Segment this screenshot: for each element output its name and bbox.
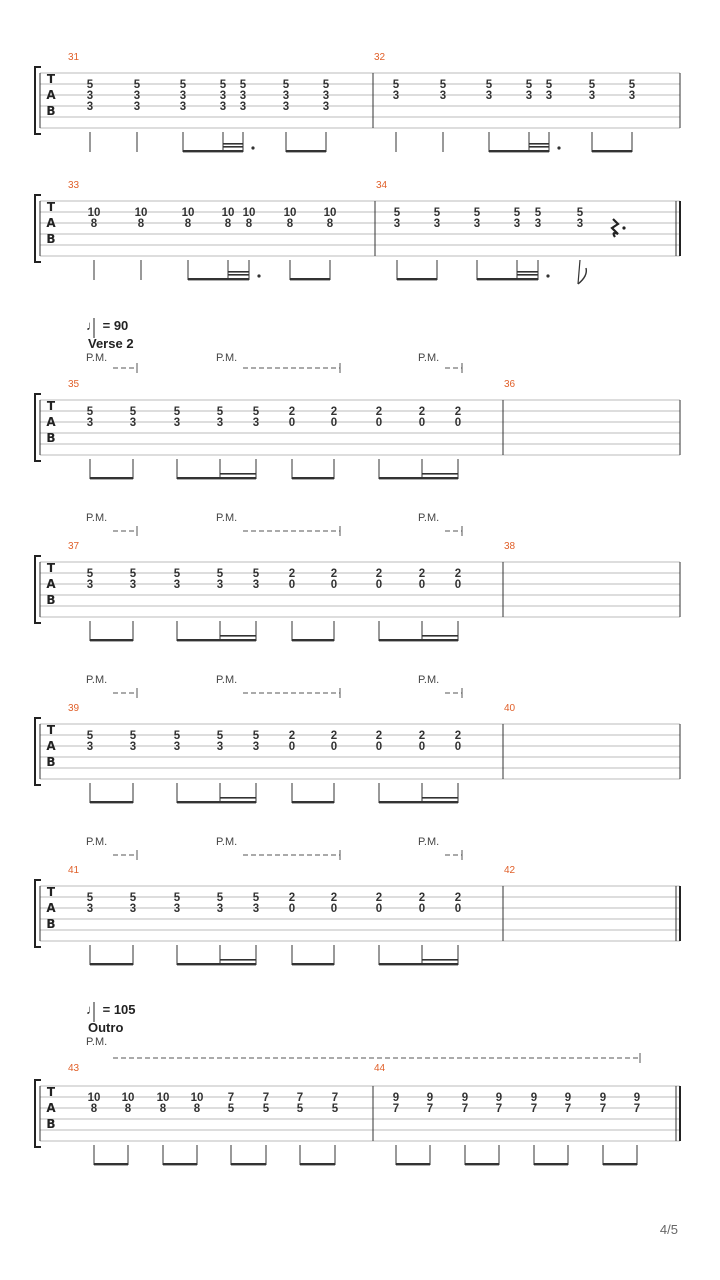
- fret-number: 3: [86, 579, 94, 591]
- tab-clef-letter: T: [46, 723, 56, 737]
- fret-number: 10: [87, 207, 101, 219]
- fret-number: 10: [156, 1092, 170, 1104]
- measure-number: 35: [68, 379, 80, 390]
- fret-number: 8: [193, 1103, 201, 1115]
- palm-mute-label: P.M.: [86, 836, 108, 848]
- palm-mute-label: P.M.: [418, 352, 440, 364]
- fret-number: 5: [216, 406, 224, 418]
- note-sub-beam: [517, 274, 538, 276]
- fret-number: 3: [133, 101, 141, 113]
- note-beam: [90, 639, 133, 641]
- tab-staff-1: [0, 40, 720, 170]
- fret-number: 10: [134, 207, 148, 219]
- fret-number: 10: [121, 1092, 135, 1104]
- fret-number: 9: [392, 1092, 400, 1104]
- fret-number: 3: [173, 417, 181, 429]
- fret-number: 5: [545, 79, 553, 91]
- note-beam: [292, 639, 334, 641]
- fret-number: 5: [216, 730, 224, 742]
- fret-number: 7: [262, 1092, 270, 1104]
- section-label: Verse 2: [88, 336, 134, 351]
- palm-mute-label: P.M.: [216, 674, 238, 686]
- fret-number: 7: [599, 1103, 607, 1115]
- fret-number: 3: [534, 218, 542, 230]
- fret-number: 5: [534, 207, 542, 219]
- fret-number: 9: [461, 1092, 469, 1104]
- fret-number: 9: [426, 1092, 434, 1104]
- palm-mute-label: P.M.: [418, 674, 440, 686]
- fret-number: 8: [224, 218, 232, 230]
- fret-number: 5: [392, 79, 400, 91]
- note-stem: [578, 260, 580, 284]
- tab-staff-2: [0, 168, 720, 298]
- tab-clef-letter: A: [46, 901, 56, 915]
- palm-mute-label: P.M.: [216, 512, 238, 524]
- fret-number: 3: [86, 903, 94, 915]
- fret-number: 3: [545, 90, 553, 102]
- note-beam: [292, 801, 334, 803]
- tab-clef-letter: B: [46, 232, 56, 246]
- note-beam: [177, 639, 256, 641]
- palm-mute-label: P.M.: [418, 512, 440, 524]
- note-beam: [603, 1163, 637, 1165]
- note-beam: [183, 150, 243, 152]
- fret-number: 3: [439, 90, 447, 102]
- fret-number: 0: [375, 741, 383, 753]
- note-sub-beam: [220, 473, 256, 475]
- fret-number: 5: [216, 568, 224, 580]
- fret-number: 5: [473, 207, 481, 219]
- tab-clef-letter: B: [46, 1117, 56, 1131]
- fret-number: 3: [322, 90, 330, 102]
- fret-number: 8: [184, 218, 192, 230]
- fret-number: 7: [296, 1092, 304, 1104]
- fret-number: 2: [330, 730, 338, 742]
- tempo-value: = 105: [102, 1002, 136, 1017]
- tab-clef-letter: T: [46, 72, 56, 86]
- fret-number: 3: [252, 903, 260, 915]
- fret-number: 5: [86, 79, 94, 91]
- tempo-marking: [86, 318, 128, 333]
- tab-clef-letter: A: [46, 88, 56, 102]
- fret-number: 0: [454, 579, 462, 591]
- fret-number: 3: [525, 90, 533, 102]
- fret-number: 3: [473, 218, 481, 230]
- rhythm-dot: [622, 226, 625, 229]
- measure-number: 40: [504, 703, 516, 714]
- fret-number: 2: [418, 568, 426, 580]
- fret-number: 3: [282, 101, 290, 113]
- fret-number: 9: [530, 1092, 538, 1104]
- note-sub-beam: [529, 143, 549, 145]
- fret-number: 5: [331, 1103, 339, 1115]
- palm-mute-label: P.M.: [418, 836, 440, 848]
- fret-number: 8: [245, 218, 253, 230]
- fret-number: 7: [461, 1103, 469, 1115]
- fret-number: 5: [129, 730, 137, 742]
- fret-number: 3: [86, 741, 94, 753]
- fret-number: 3: [252, 741, 260, 753]
- fret-number: 5: [433, 207, 441, 219]
- fret-number: 3: [129, 417, 137, 429]
- fret-number: 2: [418, 406, 426, 418]
- note-beam: [90, 801, 133, 803]
- fret-number: 7: [426, 1103, 434, 1115]
- fret-number: 8: [124, 1103, 132, 1115]
- note-beam: [292, 477, 334, 479]
- section-label: Outro: [88, 1020, 124, 1035]
- fret-number: 5: [173, 730, 181, 742]
- note-sub-beam: [223, 146, 243, 148]
- fret-number: 10: [190, 1092, 204, 1104]
- tab-system-6: [0, 834, 720, 974]
- note-beam: [90, 477, 133, 479]
- fret-number: 2: [418, 730, 426, 742]
- rhythm-dot: [257, 274, 260, 277]
- fret-number: 0: [330, 903, 338, 915]
- fret-number: 0: [454, 903, 462, 915]
- fret-number: 0: [454, 741, 462, 753]
- fret-number: 5: [179, 79, 187, 91]
- fret-number: 3: [173, 903, 181, 915]
- fret-number: 3: [129, 903, 137, 915]
- note-beam: [300, 1163, 335, 1165]
- note-beam: [292, 963, 334, 965]
- measure-number: 37: [68, 541, 80, 552]
- fret-number: 10: [87, 1092, 101, 1104]
- fret-number: 5: [252, 892, 260, 904]
- fret-number: 2: [375, 892, 383, 904]
- fret-number: 5: [439, 79, 447, 91]
- measure-number: 33: [68, 180, 80, 191]
- fret-number: 0: [454, 417, 462, 429]
- fret-number: 0: [375, 903, 383, 915]
- fret-number: 8: [286, 218, 294, 230]
- tab-clef-letter: T: [46, 561, 56, 575]
- measure-number: 36: [504, 379, 516, 390]
- note-beam: [231, 1163, 266, 1165]
- fret-number: 2: [418, 892, 426, 904]
- fret-number: 5: [525, 79, 533, 91]
- fret-number: 8: [90, 1103, 98, 1115]
- fret-number: 3: [239, 90, 247, 102]
- note-beam: [379, 639, 458, 641]
- fret-number: 2: [375, 406, 383, 418]
- measure-number: 31: [68, 52, 80, 63]
- note-beam: [534, 1163, 568, 1165]
- note-beam: [379, 477, 458, 479]
- fret-number: 5: [628, 79, 636, 91]
- fret-number: 0: [375, 417, 383, 429]
- note-beam: [396, 1163, 430, 1165]
- fret-number: 7: [633, 1103, 641, 1115]
- fret-number: 3: [513, 218, 521, 230]
- fret-number: 7: [392, 1103, 400, 1115]
- fret-number: 3: [179, 90, 187, 102]
- fret-number: 0: [288, 417, 296, 429]
- fret-number: 5: [262, 1103, 270, 1115]
- note-sub-beam: [517, 271, 538, 273]
- fret-number: 3: [252, 417, 260, 429]
- fret-number: 3: [86, 417, 94, 429]
- fret-number: 2: [454, 892, 462, 904]
- note-sub-beam: [228, 274, 249, 276]
- fret-number: 5: [129, 892, 137, 904]
- measure-number: 38: [504, 541, 516, 552]
- fret-number: 5: [86, 730, 94, 742]
- fret-number: 8: [326, 218, 334, 230]
- fret-number: 10: [242, 207, 256, 219]
- fret-number: 5: [86, 406, 94, 418]
- fret-number: 2: [288, 406, 296, 418]
- fret-number: 2: [330, 406, 338, 418]
- fret-number: 3: [216, 579, 224, 591]
- fret-number: 3: [129, 741, 137, 753]
- fret-number: 8: [137, 218, 145, 230]
- note-sub-beam: [228, 271, 249, 273]
- note-sub-beam: [422, 797, 458, 799]
- note-beam: [477, 278, 538, 280]
- tab-clef-letter: A: [46, 1101, 56, 1115]
- fret-number: 3: [219, 101, 227, 113]
- fret-number: 10: [323, 207, 337, 219]
- note-sub-beam: [223, 143, 243, 145]
- tab-system-5: [0, 672, 720, 812]
- fret-number: 0: [418, 903, 426, 915]
- note-beam: [177, 477, 256, 479]
- fret-number: 3: [216, 903, 224, 915]
- palm-mute-label: P.M.: [216, 352, 238, 364]
- fret-number: 3: [393, 218, 401, 230]
- fret-number: 9: [633, 1092, 641, 1104]
- note-sub-beam: [529, 146, 549, 148]
- fret-number: 5: [129, 406, 137, 418]
- fret-number: 5: [173, 892, 181, 904]
- fret-number: 0: [288, 903, 296, 915]
- note-beam: [163, 1163, 197, 1165]
- fret-number: 0: [330, 417, 338, 429]
- palm-mute-label: P.M.: [216, 836, 238, 848]
- fret-number: 2: [330, 568, 338, 580]
- note-beam: [90, 963, 133, 965]
- tab-clef-letter: B: [46, 917, 56, 931]
- measure-number: 43: [68, 1063, 80, 1074]
- fret-number: 3: [628, 90, 636, 102]
- tab-clef-letter: A: [46, 415, 56, 429]
- rhythm-dot: [251, 146, 254, 149]
- quarter-note-icon: ♩: [86, 318, 99, 333]
- fret-number: 7: [331, 1092, 339, 1104]
- palm-mute-label: P.M.: [86, 512, 108, 524]
- fret-number: 2: [454, 406, 462, 418]
- measure-number: 44: [374, 1063, 386, 1074]
- fret-number: 0: [288, 741, 296, 753]
- fret-number: 3: [282, 90, 290, 102]
- note-beam: [465, 1163, 499, 1165]
- note-beam: [188, 278, 249, 280]
- fret-number: 0: [418, 741, 426, 753]
- fret-number: 5: [227, 1103, 235, 1115]
- fret-number: 9: [599, 1092, 607, 1104]
- fret-number: 5: [173, 568, 181, 580]
- fret-number: 9: [564, 1092, 572, 1104]
- fret-number: 2: [288, 892, 296, 904]
- measure-number: 32: [374, 52, 386, 63]
- note-beam: [177, 963, 256, 965]
- fret-number: 5: [133, 79, 141, 91]
- tab-staff-6: [0, 834, 720, 974]
- fret-number: 5: [252, 730, 260, 742]
- fret-number: 2: [454, 730, 462, 742]
- fret-number: 7: [227, 1092, 235, 1104]
- tempo-marking: [86, 1002, 136, 1017]
- tab-system-4: [0, 510, 720, 650]
- fret-number: 2: [288, 568, 296, 580]
- fret-number: 5: [219, 79, 227, 91]
- fret-number: 3: [133, 90, 141, 102]
- rhythm-dot: [557, 146, 560, 149]
- rhythm-dot: [546, 274, 549, 277]
- fret-number: 8: [90, 218, 98, 230]
- fret-number: 0: [418, 417, 426, 429]
- fret-number: 3: [576, 218, 584, 230]
- fret-number: 3: [252, 579, 260, 591]
- fret-number: 9: [495, 1092, 503, 1104]
- tab-clef-letter: T: [46, 399, 56, 413]
- tab-staff-5: [0, 672, 720, 812]
- palm-mute-label: P.M.: [86, 674, 108, 686]
- palm-mute-label: P.M.: [86, 1036, 108, 1048]
- tab-clef-letter: T: [46, 1085, 56, 1099]
- fret-number: 5: [239, 79, 247, 91]
- fret-number: 7: [530, 1103, 538, 1115]
- palm-mute-label: P.M.: [86, 352, 108, 364]
- fret-number: 5: [129, 568, 137, 580]
- note-sub-beam: [422, 959, 458, 961]
- fret-number: 0: [288, 579, 296, 591]
- tab-clef-letter: A: [46, 739, 56, 753]
- tab-system-2: [0, 168, 720, 298]
- fret-number: 3: [485, 90, 493, 102]
- fret-number: 3: [86, 90, 94, 102]
- fret-number: 5: [322, 79, 330, 91]
- fret-number: 3: [392, 90, 400, 102]
- measure-number: 34: [376, 180, 388, 191]
- fret-number: 10: [221, 207, 235, 219]
- note-sub-beam: [422, 473, 458, 475]
- fret-number: 0: [418, 579, 426, 591]
- tab-clef-letter: B: [46, 755, 56, 769]
- tab-clef-letter: A: [46, 577, 56, 591]
- tab-clef-letter: T: [46, 200, 56, 214]
- fret-number: 10: [181, 207, 195, 219]
- fret-number: 3: [588, 90, 596, 102]
- fret-number: 3: [239, 101, 247, 113]
- fret-number: 2: [330, 892, 338, 904]
- fret-number: 3: [216, 417, 224, 429]
- tab-clef-letter: T: [46, 885, 56, 899]
- fret-number: 8: [159, 1103, 167, 1115]
- fret-number: 2: [454, 568, 462, 580]
- note-sub-beam: [220, 959, 256, 961]
- fret-number: 7: [495, 1103, 503, 1115]
- note-beam: [177, 801, 256, 803]
- note-sub-beam: [220, 635, 256, 637]
- fret-number: 3: [322, 101, 330, 113]
- note-beam: [489, 150, 549, 152]
- tab-clef-letter: B: [46, 104, 56, 118]
- fret-number: 3: [129, 579, 137, 591]
- fret-number: 3: [86, 101, 94, 113]
- note-sub-beam: [220, 797, 256, 799]
- note-beam: [286, 150, 326, 152]
- measure-number: 42: [504, 865, 516, 876]
- fret-number: 3: [179, 101, 187, 113]
- fret-number: 5: [485, 79, 493, 91]
- fret-number: 5: [282, 79, 290, 91]
- tab-clef-letter: A: [46, 216, 56, 230]
- fret-number: 3: [173, 579, 181, 591]
- quarter-note-icon: ♩: [86, 1002, 99, 1017]
- fret-number: 0: [375, 579, 383, 591]
- fret-number: 5: [252, 406, 260, 418]
- fret-number: 5: [588, 79, 596, 91]
- fret-number: 3: [216, 741, 224, 753]
- fret-number: 5: [86, 892, 94, 904]
- fret-number: 5: [513, 207, 521, 219]
- fret-number: 0: [330, 579, 338, 591]
- note-beam: [379, 801, 458, 803]
- fret-number: 2: [375, 730, 383, 742]
- tab-system-1: [0, 40, 720, 170]
- fret-number: 7: [564, 1103, 572, 1115]
- page-number: 4/5: [659, 1222, 678, 1237]
- fret-number: 0: [330, 741, 338, 753]
- note-beam: [94, 1163, 128, 1165]
- fret-number: 3: [433, 218, 441, 230]
- fret-number: 5: [576, 207, 584, 219]
- fret-number: 5: [296, 1103, 304, 1115]
- fret-number: 10: [283, 207, 297, 219]
- note-beam: [592, 150, 632, 152]
- fret-number: 2: [288, 730, 296, 742]
- note-beam: [379, 963, 458, 965]
- note-beam: [290, 278, 330, 280]
- tab-system-3: [0, 312, 720, 492]
- measure-number: 41: [68, 865, 80, 876]
- fret-number: 5: [252, 568, 260, 580]
- tab-system-7: [0, 996, 720, 1176]
- note-sub-beam: [422, 635, 458, 637]
- fret-number: 5: [86, 568, 94, 580]
- fret-number: 3: [173, 741, 181, 753]
- tab-staff-4: [0, 510, 720, 650]
- fret-number: 3: [219, 90, 227, 102]
- fret-number: 5: [216, 892, 224, 904]
- tab-clef-letter: B: [46, 593, 56, 607]
- fret-number: 2: [375, 568, 383, 580]
- note-beam: [397, 278, 437, 280]
- fret-number: 5: [173, 406, 181, 418]
- tempo-value: = 90: [102, 318, 129, 333]
- measure-number: 39: [68, 703, 80, 714]
- fret-number: 5: [393, 207, 401, 219]
- tab-clef-letter: B: [46, 431, 56, 445]
